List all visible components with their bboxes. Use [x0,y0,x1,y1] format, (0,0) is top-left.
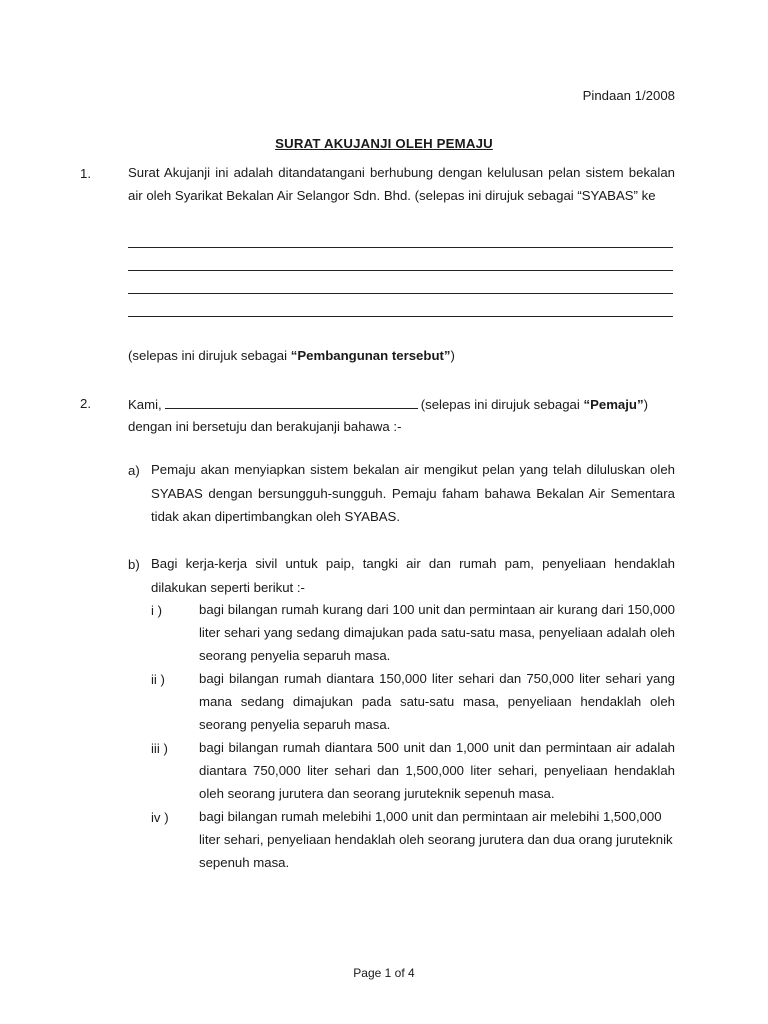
section-1-text: Surat Akujanji ini adalah ditandatangani berhubung dengan kelulusan pelan sistem bekalan air oleh Syarikat Bekalan Air Selangor Sdn. Bhd. (selepas ini dirujuk sebagai “SYABAS” ke [128,165,675,203]
page-number: Page 1 of 4 [353,966,415,980]
blank-line-2 [128,270,673,271]
section-1-note: (selepas ini dirujuk sebagai “Pembangunan tersebut”) [128,348,455,363]
section-1-number: 1. [80,166,91,181]
blank-line-1 [128,247,673,248]
subitem-label: iv ) [151,810,169,825]
blank-line-3 [128,293,673,294]
section-2-number: 2. [80,396,91,411]
item-b-label: b) [128,557,140,572]
section-2-ref-bold: “Pemaju” [583,397,644,412]
subitem-text: bagi bilangan rumah diantara 500 unit dan 1,000 unit dan permintaan air adalah diantara 750,000 liter sehari dan 1,500,000 liter sehari, penyeliaan hendaklah oleh seorang jurutera dan seorang juruteknik sepenuh masa. [199,740,675,801]
section-2-line-1: Kami, (selepas ini dirujuk sebagai “Pemaju”) [128,397,648,412]
developer-name-blank [165,396,418,409]
item-a-text: Pemaju akan menyiapkan sistem bekalan air mengikut pelan yang telah diluluskan oleh SYABAS dengan bersungguh-sungguh. Pemaju faham bahawa Bekalan Air Sementara tidak akan dipertimbangkan oleh SYABAS. [151,462,675,524]
revision-label: Pindaan 1/2008 [582,88,675,103]
subitem-text: bagi bilangan rumah kurang dari 100 unit dan permintaan air kurang dari 150,000 liter sehari yang sedang dimajukan pada satu-satu masa, penyeliaan adalah oleh seorang penyelia separuh masa. [199,602,675,663]
page-title: SURAT AKUJANJI OLEH PEMAJU [275,136,493,151]
subitem-text: bagi bilangan rumah diantara 150,000 liter sehari dan 750,000 liter sehari yang mana sedang dimajukan pada satu-satu masa, penyeliaan hendaklah oleh seorang penyelia separuh masa. [199,671,675,732]
subitem-label: i ) [151,603,162,618]
section-1-note-bold: “Pembangunan tersebut” [290,348,451,363]
subitem-label: ii ) [151,672,165,687]
item-b-text: Bagi kerja-kerja sivil untuk paip, tangki air dan rumah pam, penyeliaan hendaklah dilakukan seperti berikut :- [151,556,675,595]
item-a-label: a) [128,463,140,478]
blank-line-4 [128,316,673,317]
subitem-text: bagi bilangan rumah melebihi 1,000 unit dan permintaan air melebihi 1,500,000 liter sehari, penyeliaan hendaklah oleh seorang jurutera dan dua orang juruteknik sepenuh masa. [199,809,673,870]
section-2-line-2: dengan ini bersetuju dan berakujanji bahawa :- [128,419,402,434]
subitem-label: iii ) [151,741,168,756]
